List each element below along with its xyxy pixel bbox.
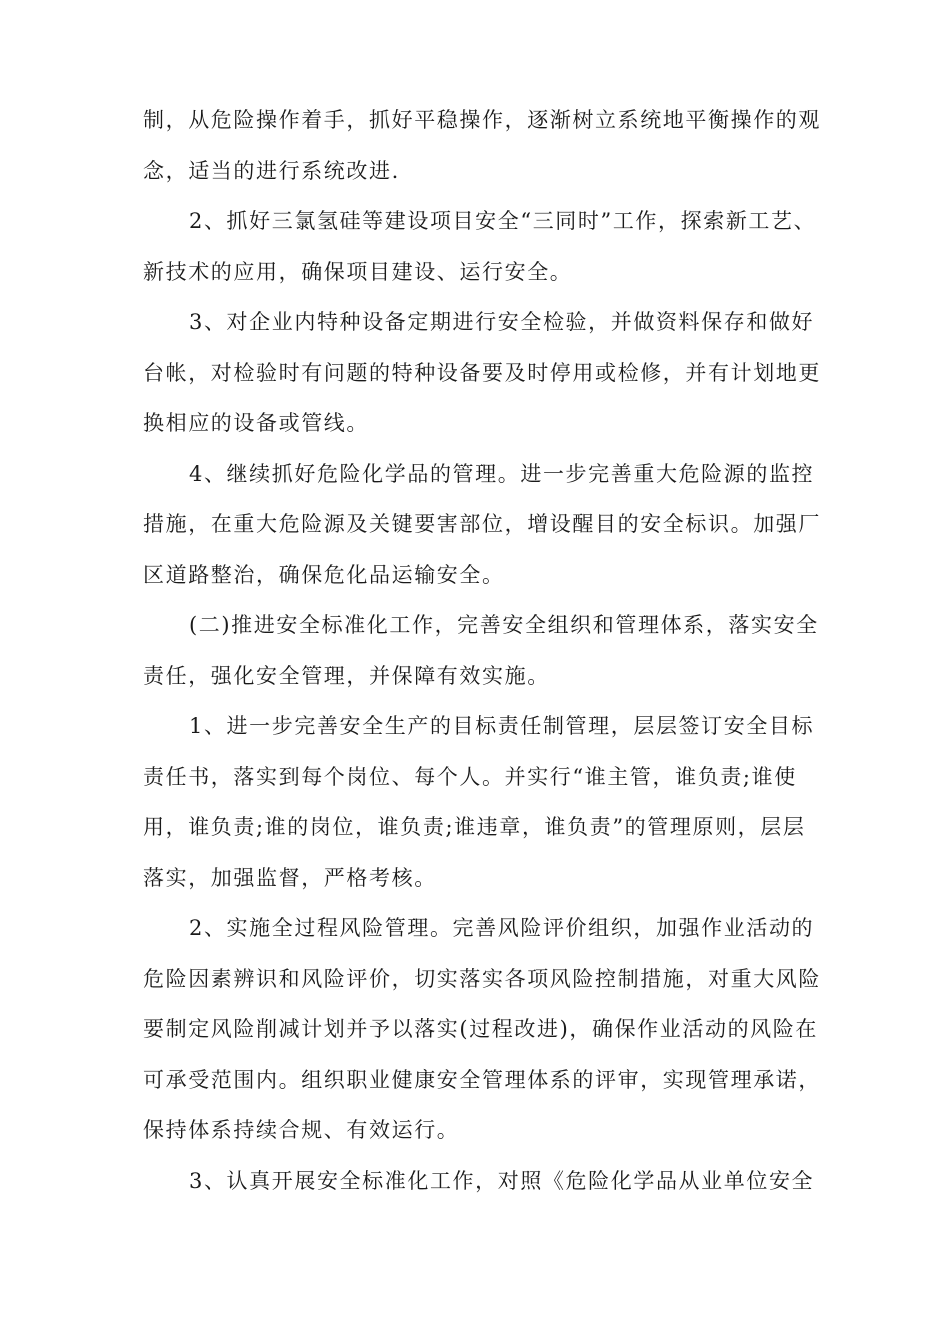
paragraph-line: 台帐，对检验时有问题的特种设备要及时停用或检修，并有计划地更: [143, 360, 821, 385]
paragraph-line: 措施，在重大危险源及关键要害部位，增设醒目的安全标识。加强厂: [143, 512, 821, 536]
paragraph: [143, 196, 815, 297]
paragraph-line: 保持体系持续合规、有效运行。: [143, 1118, 460, 1142]
paragraph-line: 责任，强化安全管理，并保障有效实施。: [143, 663, 550, 688]
document-body: [143, 95, 821, 1206]
paragraph-line: 制，从危险操作着手，抓好平稳操作，逐渐树立系统地平衡操作的观: [143, 108, 821, 132]
paragraph-line: 2、抓好三氯氢硅等建设项目安全“三同时”工作，探索新工艺、: [189, 209, 817, 233]
paragraph-line: 要制定风险削减计划并予以落实(过程改进)，确保作业活动的风险在: [143, 1017, 818, 1041]
paragraph-line: 责任书，落实到每个岗位、每个人。并实行“谁主管，谁负责;谁使: [143, 764, 797, 789]
paragraph: [143, 701, 815, 903]
paragraph-line: 可承受范围内。组织职业健康安全管理体系的评审，实现管理承诺，: [143, 1067, 821, 1092]
paragraph-line: (二)推进安全标准化工作，完善安全组织和管理体系，落实安全: [189, 613, 819, 637]
paragraph-line: 1、进一步完善安全生产的目标责任制管理，层层签订安全目标: [189, 714, 815, 738]
paragraph-line: 落实，加强监督，严格考核。: [143, 865, 437, 890]
paragraph: [143, 95, 821, 196]
paragraph-line: 3、认真开展安全标准化工作，对照《危险化学品从业单位安全: [189, 1168, 815, 1193]
paragraph: [143, 600, 819, 701]
paragraph: [143, 297, 821, 449]
paragraph-line: 2、实施全过程风险管理。完善风险评价组织，加强作业活动的: [189, 916, 815, 940]
paragraph-line: 3、对企业内特种设备定期进行安全检验，并做资料保存和做好: [189, 310, 815, 334]
paragraph-line: 换相应的设备或管线。: [143, 411, 369, 435]
paragraph: [143, 1156, 815, 1207]
paragraph-line: 念，适当的进行系统改进.: [143, 158, 400, 183]
paragraph: [143, 903, 821, 1156]
paragraph-line: 危险因素辨识和风险评价，切实落实各项风险控制措施，对重大风险: [143, 966, 821, 991]
paragraph-line: 4、继续抓好危险化学品的管理。进一步完善重大危险源的监控: [189, 461, 815, 486]
paragraph-line: 区道路整治，确保危化品运输安全。: [143, 562, 505, 587]
paragraph-line: 新技术的应用，确保项目建设、运行安全。: [143, 259, 573, 284]
paragraph-line: 用，谁负责;谁的岗位，谁负责;谁违章，谁负责”的管理原则，层层: [143, 815, 806, 839]
paragraph: [143, 449, 821, 601]
